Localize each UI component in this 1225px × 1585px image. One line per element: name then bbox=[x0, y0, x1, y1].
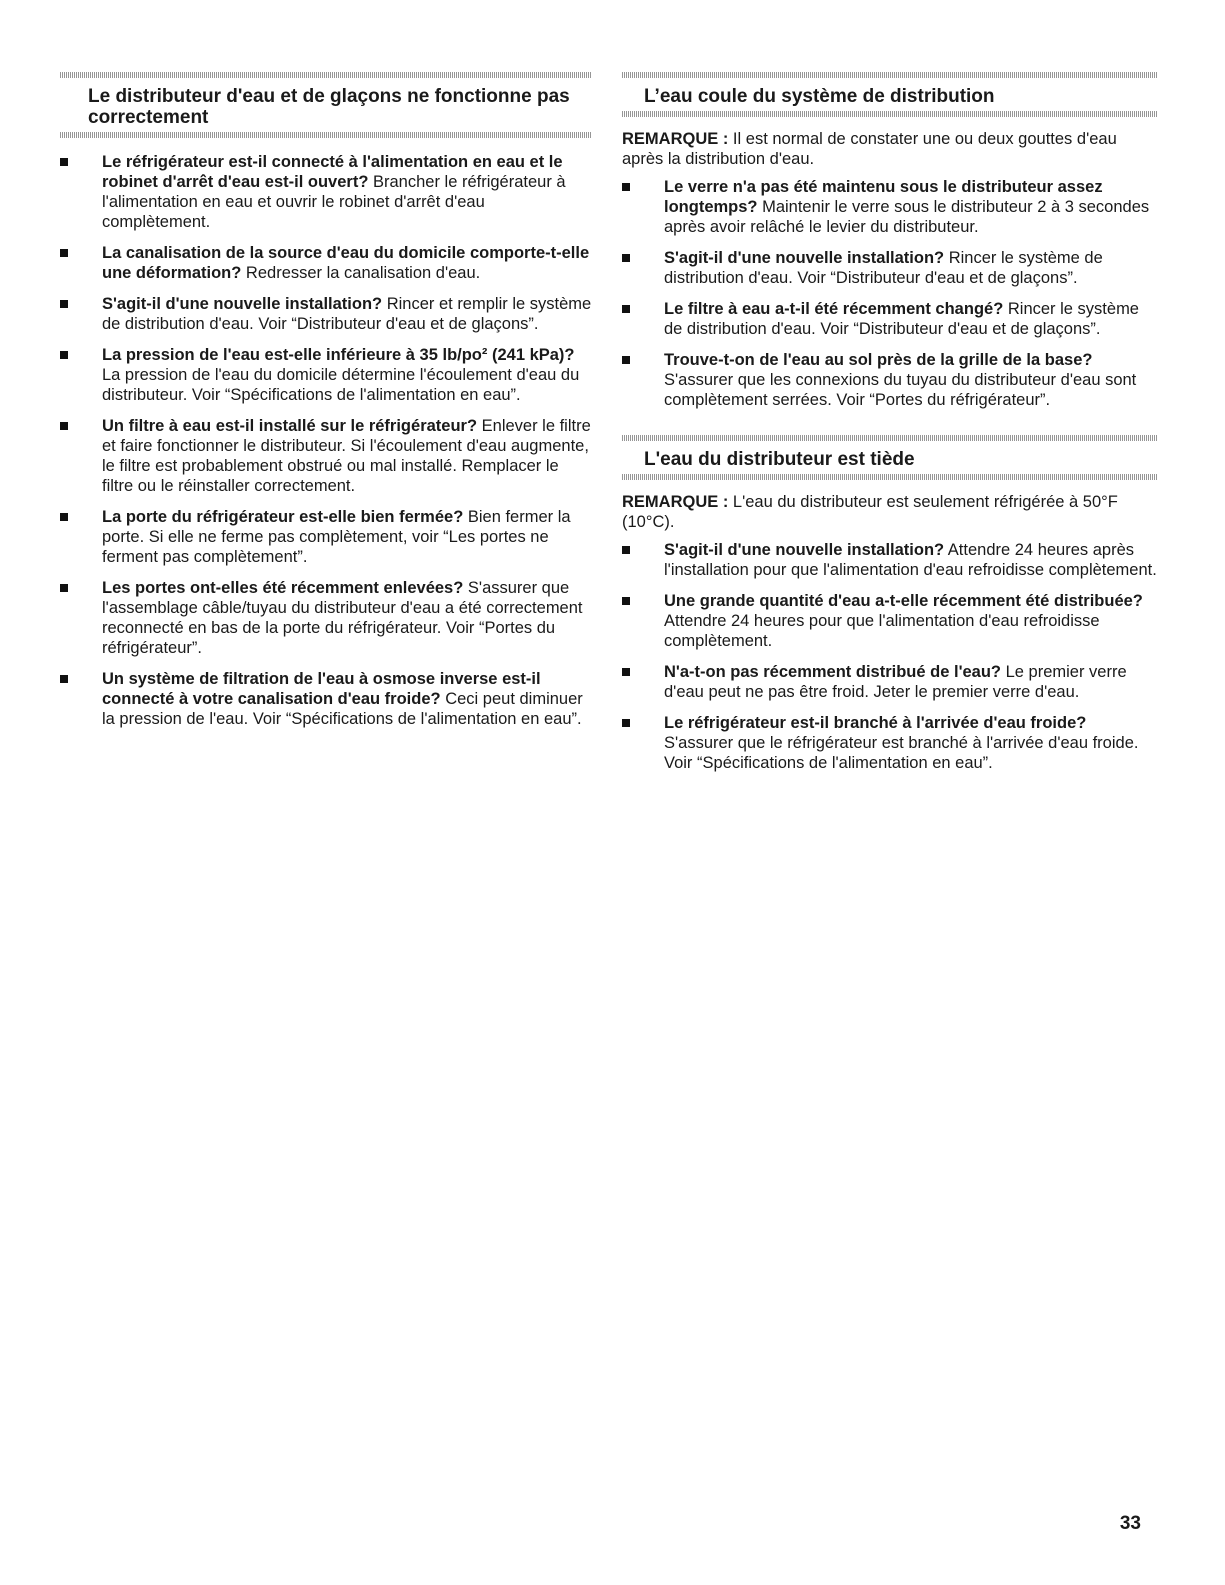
item-question: Le réfrigérateur est-il branché à l'arrivée d'eau froide? bbox=[664, 714, 1087, 732]
item-answer: Maintenir le verre sous le distributeur 2 à 3 secondes après avoir relâché le levier du distributeur. bbox=[664, 198, 1150, 236]
item-question: La canalisation de la source d'eau du domicile comporte-t-elle une déformation? bbox=[102, 244, 590, 282]
item-question: Le filtre à eau a-t-il été récemment changé? bbox=[664, 300, 1004, 318]
list-item bbox=[622, 299, 1158, 339]
item-question: Le réfrigérateur est-il connecté à l'alimentation en eau et le robinet d'arrêt d'eau est-il ouvert? bbox=[102, 153, 563, 191]
list-item bbox=[60, 152, 592, 232]
bullet-square-icon bbox=[622, 305, 630, 313]
item-answer: Ceci peut diminuer la pression de l'eau. Voir “Spécifications de l'alimentation en eau”. bbox=[102, 690, 583, 728]
item-answer: S'assurer que l'assemblage câble/tuyau du distributeur d'eau a été correctement reconnecté en bas de la porte du réfrigérateur. Voir “Portes du réfrigérateur”. bbox=[102, 579, 583, 657]
item-answer: Rincer le système de distribution d'eau. Voir “Distributeur d'eau et de glaçons”. bbox=[664, 300, 1139, 338]
item-question: La pression de l'eau est-elle inférieure à 35 lb/po² (241 kPa)? bbox=[102, 346, 575, 364]
list-item bbox=[60, 578, 592, 658]
list-item bbox=[622, 662, 1158, 702]
item-answer: Rincer et remplir le système de distribution d'eau. Voir “Distributeur d'eau et de glaçons”. bbox=[102, 295, 592, 333]
item-question: Un filtre à eau est-il installé sur le réfrigérateur? bbox=[102, 417, 478, 435]
bullet-square-icon bbox=[622, 597, 630, 605]
item-question: Une grande quantité d'eau a-t-elle récemment été distribuée? bbox=[664, 592, 1143, 610]
section-title-water-leaks: L’eau coule du système de distribution bbox=[644, 86, 995, 107]
list-item bbox=[60, 507, 592, 567]
water-lukewarm-list bbox=[622, 540, 1158, 773]
bullet-square-icon bbox=[60, 158, 68, 166]
list-item bbox=[60, 294, 592, 334]
right-column bbox=[622, 72, 1158, 784]
item-question: Les portes ont-elles été récemment enlevées? bbox=[102, 579, 464, 597]
bullet-square-icon bbox=[60, 422, 68, 430]
item-answer: S'assurer que le réfrigérateur est branché à l'arrivée d'eau froide. Voir “Spécifications de l'alimentation en eau”. bbox=[664, 734, 1139, 772]
bullet-square-icon bbox=[60, 351, 68, 359]
item-question: S'agit-il d'une nouvelle installation? bbox=[102, 295, 383, 313]
list-item bbox=[60, 669, 592, 729]
item-question: Trouve-t-on de l'eau au sol près de la grille de la base? bbox=[664, 351, 1093, 369]
section-rule-top bbox=[60, 72, 592, 78]
bullet-square-icon bbox=[622, 183, 630, 191]
list-item bbox=[60, 243, 592, 283]
list-item bbox=[60, 416, 592, 496]
bullet-square-icon bbox=[60, 249, 68, 257]
list-item bbox=[622, 248, 1158, 288]
list-item bbox=[622, 713, 1158, 773]
list-item bbox=[622, 540, 1158, 580]
bullet-square-icon bbox=[60, 675, 68, 683]
bullet-square-icon bbox=[622, 254, 630, 262]
section-rule-top bbox=[622, 435, 1158, 441]
item-question: La porte du réfrigérateur est-elle bien fermée? bbox=[102, 508, 464, 526]
item-answer: Enlever le filtre et faire fonctionner le distributeur. Si l'écoulement d'eau augmente, le filtre est probablement obstrué ou mal installé. Remplacer le filtre ou le réinstaller correctement. bbox=[102, 417, 591, 495]
item-question: N'a-t-on pas récemment distribué de l'eau? bbox=[664, 663, 1002, 681]
bullet-square-icon bbox=[60, 584, 68, 592]
item-question: Un système de filtration de l'eau à osmose inverse est-il connecté à votre canalisation d'eau froide? bbox=[102, 670, 541, 708]
water-leaks-list bbox=[622, 177, 1158, 410]
note-paragraph bbox=[622, 492, 1158, 532]
dispenser-not-working-list bbox=[60, 152, 592, 729]
item-question: S'agit-il d'une nouvelle installation? bbox=[664, 249, 945, 267]
list-item bbox=[622, 177, 1158, 237]
note-label: REMARQUE : bbox=[622, 493, 729, 511]
item-answer: Redresser la canalisation d'eau. bbox=[241, 264, 481, 282]
section-title-water-lukewarm: L'eau du distributeur est tiède bbox=[644, 449, 915, 470]
page-number: 33 bbox=[1119, 1513, 1141, 1534]
item-answer: Le premier verre d'eau peut ne pas être froid. Jeter le premier verre d'eau. bbox=[664, 663, 1127, 701]
bullet-square-icon bbox=[60, 300, 68, 308]
section-rule-bottom bbox=[622, 474, 1158, 480]
item-answer: Bien fermer la porte. Si elle ne ferme pas complètement, voir “Les portes ne ferment pas complètement”. bbox=[102, 508, 571, 566]
item-answer: Brancher le réfrigérateur à l'alimentation en eau et ouvrir le robinet d'arrêt d'eau complètement. bbox=[102, 173, 566, 231]
item-answer: Rincer le système de distribution d'eau. Voir “Distributeur d'eau et de glaçons”. bbox=[664, 249, 1103, 287]
list-item bbox=[60, 345, 592, 405]
item-answer: Attendre 24 heures pour que l'alimentation d'eau refroidisse complètement. bbox=[664, 612, 1100, 650]
note-label: REMARQUE : bbox=[622, 130, 729, 148]
note-text: Il est normal de constater une ou deux gouttes d'eau après la distribution d'eau. bbox=[622, 130, 1117, 168]
section-rule-bottom bbox=[60, 132, 592, 138]
note-text: L'eau du distributeur est seulement réfrigérée à 50°F (10°C). bbox=[622, 493, 1118, 531]
bullet-square-icon bbox=[622, 719, 630, 727]
section-title-dispenser-not-working: Le distributeur d'eau et de glaçons ne fonctionne pas correctement bbox=[88, 86, 570, 128]
item-question: S'agit-il d'une nouvelle installation? bbox=[664, 541, 945, 559]
bullet-square-icon bbox=[622, 546, 630, 554]
section-rule-bottom bbox=[622, 111, 1158, 117]
item-question: Le verre n'a pas été maintenu sous le distributeur assez longtemps? bbox=[664, 178, 1103, 216]
note-paragraph bbox=[622, 129, 1158, 169]
bullet-square-icon bbox=[60, 513, 68, 521]
bullet-square-icon bbox=[622, 668, 630, 676]
item-answer: Attendre 24 heures après l'installation pour que l'alimentation d'eau refroidisse complètement. bbox=[664, 541, 1157, 579]
bullet-square-icon bbox=[622, 356, 630, 364]
item-answer: La pression de l'eau du domicile détermine l'écoulement d'eau du distributeur. Voir “Spécifications de l'alimentation en eau”. bbox=[102, 366, 580, 404]
list-item bbox=[622, 350, 1158, 410]
list-item bbox=[622, 591, 1158, 651]
section-rule-top bbox=[622, 72, 1158, 78]
left-column bbox=[60, 72, 592, 740]
item-answer: S'assurer que les connexions du tuyau du distributeur d'eau sont complètement serrées. Voir “Portes du réfrigérateur”. bbox=[664, 371, 1137, 409]
